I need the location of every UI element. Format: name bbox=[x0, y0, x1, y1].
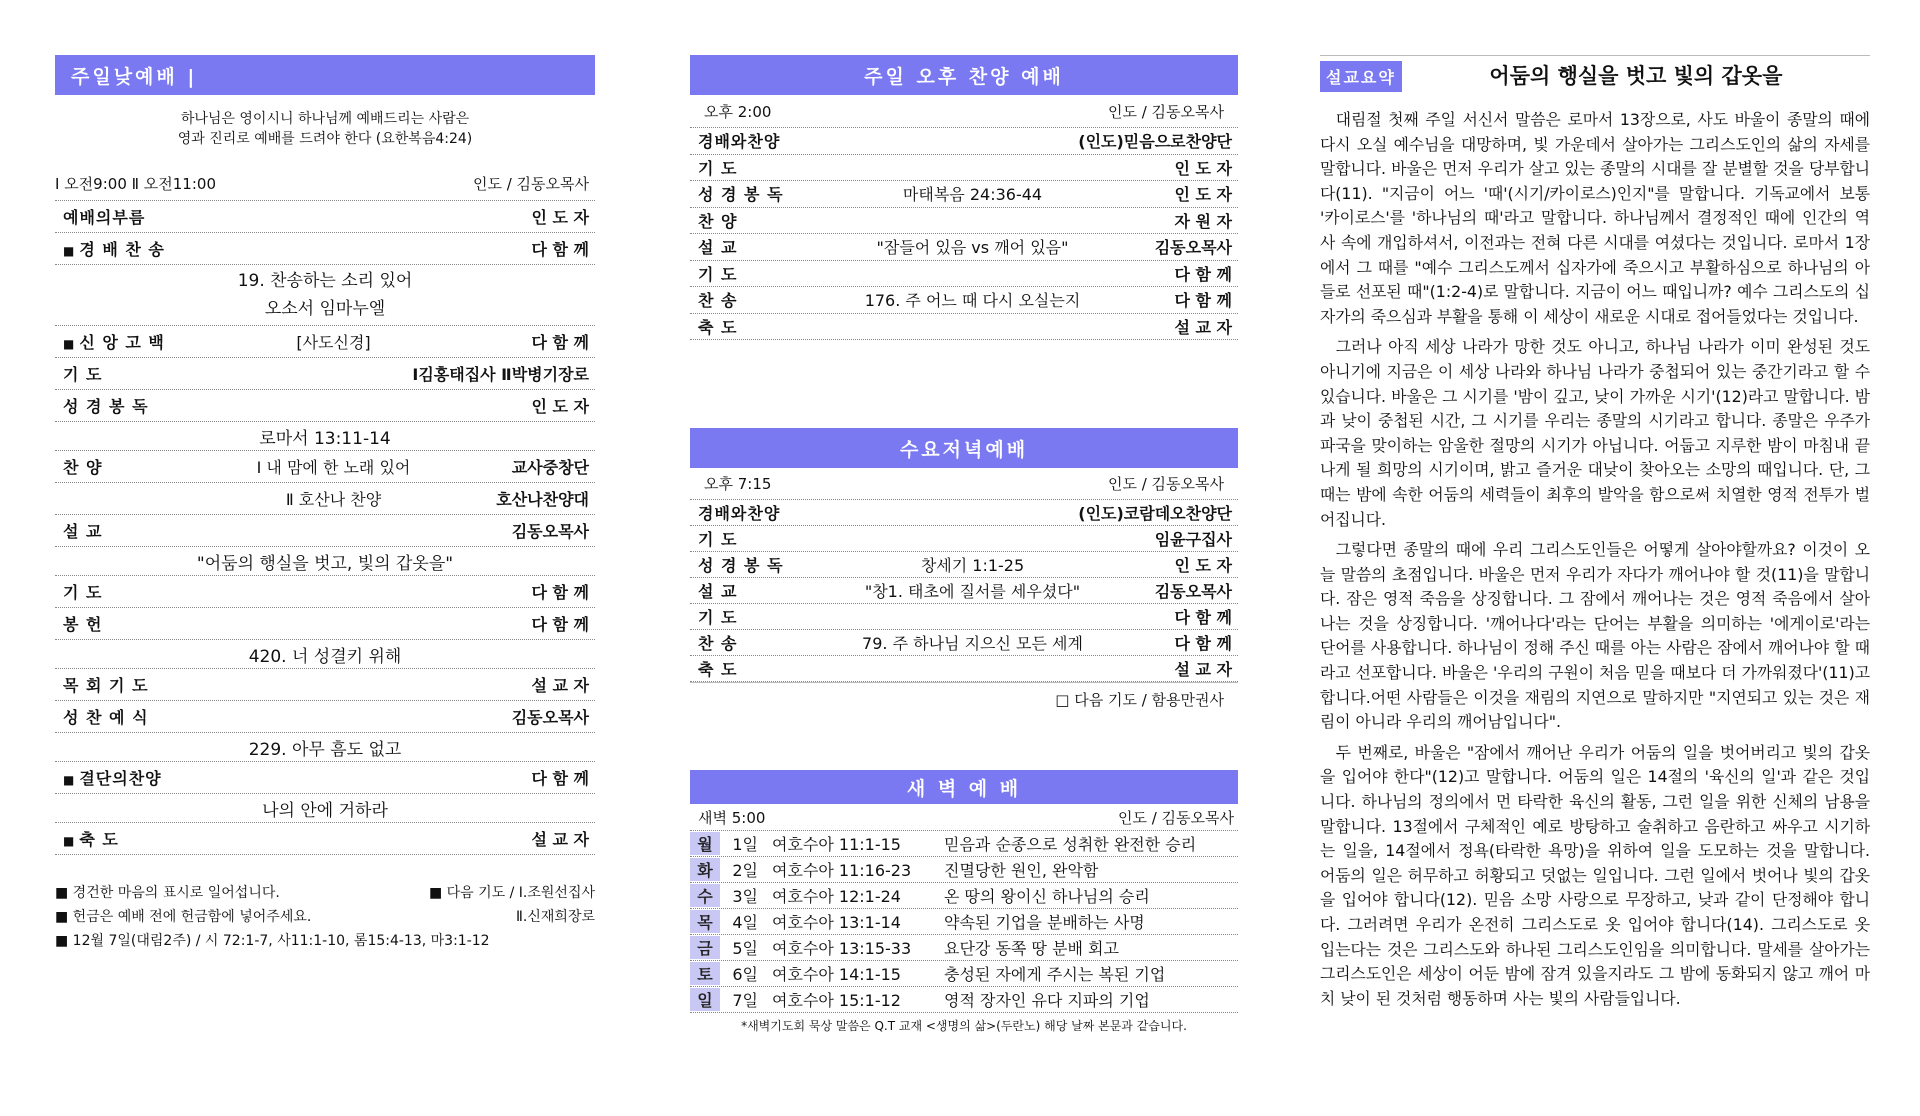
order-person: 다 함 께 bbox=[531, 615, 589, 634]
order-label bbox=[690, 209, 823, 232]
order-person: Ⅰ김홍태집사 Ⅱ박병기장로 bbox=[412, 365, 589, 384]
service-leader: 인도 / 김동오목사 bbox=[1117, 808, 1234, 827]
order-person: 인 도 자 bbox=[1174, 556, 1232, 575]
order-person: 설 교 자 bbox=[1174, 317, 1232, 337]
dawn-date: 7일 bbox=[732, 991, 758, 1010]
order-detail: "창1. 태초에 질서를 세우셨다" bbox=[864, 582, 1081, 601]
service-time-row bbox=[690, 95, 1238, 128]
order-person: 다 함 께 bbox=[531, 333, 589, 352]
order-person: 다 함 께 bbox=[1174, 264, 1232, 284]
dawn-passage: 여호수아 13:15-33 bbox=[772, 939, 912, 958]
order-label bbox=[55, 205, 188, 228]
order-label bbox=[690, 288, 823, 311]
order-label bbox=[55, 237, 188, 260]
order-person: 다 함 께 bbox=[1174, 608, 1232, 627]
order-detail: Ⅰ 내 맘에 한 노래 있어 bbox=[256, 458, 411, 477]
order-label bbox=[690, 156, 823, 179]
sermon-paragraph: 그렇다면 종말의 때에 우리 그리스도인들은 어떻게 살아야할까요? 이것이 오늘 말씀의 초점입니다. 바울은 먼저 우리가 자다가 깨어나야 할 것(11)을 말합니다. 잠은 영적 죽음을 상징합니다. 그 잠에서 깨어나는 것은 영적 죽음에서 살아나는 것을 상징합니다. '깨어나다'라는 단어는 부활을 의미하는 '에게이로'라는 단어를 사용합니다. 하나님이 정해 주신 때를 아는 사람은 잠에서 깨어나야 할 때라고 선포합니다. 바울은 '우리의 구원이 처음 믿을 때보다 더 가까워졌다'(11)고 합니다.어떤 사람들은 이것을 재림의 지연으로 말하지만 "지연되고 있는 것은 재림이 아니라 우리의 깨어남입니다". bbox=[1320, 540, 1870, 732]
dawn-row bbox=[690, 935, 1238, 961]
order-detail: 마태복음 24:36-44 bbox=[902, 185, 1043, 205]
order-label-text: 찬 송 bbox=[698, 634, 738, 653]
dawn-row bbox=[690, 857, 1238, 883]
order-label bbox=[55, 362, 188, 385]
service-time: 새벽 5:00 bbox=[698, 808, 766, 827]
order-detail: 창세기 1:1-25 bbox=[920, 556, 1025, 575]
dawn-date: 4일 bbox=[732, 913, 758, 932]
note: ■ 12월 7일(대림2주) / 시 72:1-7, 사11:1-10, 롬15:4-13, 마3:1-12 bbox=[55, 933, 490, 949]
order-row bbox=[690, 128, 1238, 155]
order-label-text: 축 도 bbox=[79, 830, 119, 849]
hymn-row bbox=[55, 794, 595, 823]
order-label bbox=[690, 501, 823, 524]
order-row bbox=[55, 483, 595, 515]
order-row bbox=[55, 233, 595, 265]
order-person: 김동오목사 bbox=[1154, 582, 1232, 601]
order-label bbox=[690, 182, 823, 205]
hymn-line: 로마서 13:11-14 bbox=[259, 428, 391, 449]
next-prayer: □ 다음 기도 / 함용만권사 bbox=[690, 682, 1238, 710]
hymn-line: 420. 너 성결키 위해 bbox=[248, 646, 402, 667]
order-row bbox=[690, 261, 1238, 288]
order-label-text: 목 회 기 도 bbox=[63, 676, 149, 695]
hymn-line: 19. 찬송하는 소리 있어 bbox=[237, 271, 413, 291]
order-person: 인 도 자 bbox=[1174, 185, 1232, 205]
service-time: 오후 7:15 bbox=[704, 475, 772, 493]
order-label-text: 설 교 bbox=[698, 238, 738, 258]
middle-column bbox=[690, 55, 1238, 1034]
sermon-paragraph: 그러나 아직 세상 나라가 망한 것도 아니고, 하나님 나라가 이미 완성된 것도 아니기에 지금은 이 세상 나라와 하나님 나라가 중첩되어 있는 중간기라고 할 수 있습니다. 바울은 그 시기를 '밤이 깊고, 낮이 가까운 시기'(12)라고 말합니다. 밤과 낮이 중첩된 시간, 그 시기를 우리는 종말의 시기라고 합니다. 종말은 우주가 파국을 맞이하는 암울한 절망의 시기가 아닙니다. 어둡고 지루한 밤이 마침내 끝나게 될 희망의 시기이며, 밝고 즐거운 대낮이 찾아오는 소망의 때입니다. 단, 그때는 밤에 속한 어둠의 세력들이 최후의 발악을 함으로써 치열한 영적 전투가 벌어집니다. bbox=[1320, 337, 1870, 529]
order-row bbox=[55, 201, 595, 233]
order-row bbox=[55, 823, 595, 855]
dawn-passage: 여호수아 11:16-23 bbox=[772, 861, 912, 880]
order-label bbox=[55, 330, 188, 353]
order-label-text: 기 도 bbox=[698, 158, 738, 178]
order-detail: [사도신경] bbox=[296, 333, 371, 352]
order-row bbox=[55, 762, 595, 794]
order-row bbox=[690, 208, 1238, 235]
order-label-text: 설 교 bbox=[63, 522, 103, 541]
sermon-summary bbox=[1320, 55, 1870, 1011]
order-label bbox=[55, 519, 188, 542]
order-row bbox=[690, 234, 1238, 261]
service-leader: 인도 / 김동오목사 bbox=[1107, 475, 1224, 493]
dawn-day: 토 bbox=[690, 962, 720, 985]
order-label bbox=[55, 766, 188, 789]
order-label-text: 신 앙 고 백 bbox=[79, 333, 165, 352]
hymn-line: "어둠의 행실을 벗고, 빛의 갑옷을" bbox=[196, 553, 454, 574]
order-person: 김동오목사 bbox=[511, 708, 589, 727]
hymn-row bbox=[55, 547, 595, 576]
section-title: 새 벽 예 배 bbox=[690, 770, 1238, 804]
dawn-theme: 영적 장자인 유다 지파의 기업 bbox=[944, 991, 1150, 1010]
dawn-theme: 진멸당한 원인, 완악함 bbox=[944, 861, 1099, 880]
order-person: 다 함 께 bbox=[531, 583, 589, 602]
note: Ⅱ.신재희장로 bbox=[516, 909, 595, 925]
order-label bbox=[690, 605, 823, 628]
dawn-theme: 요단강 동쪽 땅 분배 회고 bbox=[944, 939, 1119, 958]
hymn-line: 오소서 임마누엘 bbox=[264, 299, 386, 319]
dawn-day: 목 bbox=[690, 910, 720, 933]
order-label-text: 경배와찬양 bbox=[698, 504, 781, 523]
order-person: 설 교 자 bbox=[531, 676, 589, 695]
order-person: 호산나찬양대 bbox=[496, 490, 589, 509]
dawn-row bbox=[690, 883, 1238, 909]
order-label bbox=[690, 129, 823, 152]
dawn-day: 화 bbox=[690, 858, 720, 881]
bullet: ■ bbox=[63, 244, 76, 258]
order-person: 다 함 께 bbox=[531, 769, 589, 788]
dawn-row bbox=[690, 831, 1238, 857]
order-label bbox=[690, 631, 823, 654]
order-label-text: 결단의찬양 bbox=[79, 769, 162, 788]
order-label-text: 찬 양 bbox=[63, 458, 103, 477]
service-leader: 인도 / 김동오목사 bbox=[472, 175, 589, 193]
order-row bbox=[690, 630, 1238, 656]
sermon-title: 어둠의 행실을 벗고 빛의 갑옷을 bbox=[1489, 64, 1783, 88]
dawn-footnote: *새벽기도회 묵상 말씀은 Q.T 교재 <생명의 삶>(두란노) 해당 날짜 본문과 같습니다. bbox=[741, 1019, 1187, 1033]
hymn-row bbox=[55, 733, 595, 762]
order-row bbox=[55, 701, 595, 733]
note: ■ 경건한 마음의 표시로 일어섭니다. bbox=[55, 885, 280, 901]
order-row bbox=[55, 608, 595, 640]
order-person: 인 도 자 bbox=[531, 397, 589, 416]
dawn-day: 일 bbox=[690, 988, 720, 1011]
dawn-date: 1일 bbox=[732, 835, 758, 854]
intro-verse: 하나님은 영이시니 하나님께 예배드리는 사람은 영과 진리로 예배를 드려야 한다 (요한복음4:24) bbox=[177, 111, 473, 147]
service-time: 오후 2:00 bbox=[704, 102, 772, 121]
dawn-passage: 여호수아 15:1-12 bbox=[772, 991, 901, 1010]
order-row bbox=[690, 526, 1238, 552]
order-person: 교사중창단 bbox=[511, 458, 589, 477]
dawn-theme: 충성된 자에게 주시는 복된 기업 bbox=[944, 965, 1166, 984]
order-row bbox=[55, 326, 595, 358]
order-label bbox=[55, 705, 188, 728]
order-row bbox=[690, 578, 1238, 604]
order-person: 다 함 께 bbox=[531, 240, 589, 259]
dawn-day: 수 bbox=[690, 884, 720, 907]
order-label-text: 경 배 찬 송 bbox=[79, 240, 165, 259]
service-time: Ⅰ 오전9:00 Ⅱ 오전11:00 bbox=[55, 175, 216, 193]
sermon-body bbox=[1320, 108, 1870, 1011]
order-label-text: 성 경 봉 독 bbox=[698, 556, 784, 575]
sermon-paragraph: 대림절 첫째 주일 서신서 말씀은 로마서 13장으로, 사도 바울이 종말의 때에 다시 오실 예수님을 대망하며, 빛 가운데서 살아가는 그리스도인의 삶의 자세를 말합니다. 바울은 먼저 우리가 살고 있는 종말의 시대를 잘 분별할 것을 당부합니다(11). "지금이 어느 '때'(시기/카이로스)인지"를 말합니다. 기독교에서 보통 '카이로스'를 '하나님의 때'라고 말합니다. 하나님께서 결정적인 때에 인간의 역사 속에 개입하셔서, 이전과는 전혀 다른 시대를 여셨다는 것입니다. 로마서 1장에서 그 때를 "예수 그리스도께서 십자가에 죽으시고 부활하심으로 하나님의 아들로 선포된 때"(1:2-4)로 말합니다. 지금이 어느 때입니까? 예수 그리스도의 십자가의 죽으심과 부활을 통해 이 세상이 새로운 시대로 접어들었다는 것입니다. bbox=[1320, 110, 1870, 326]
dawn-schedule bbox=[690, 831, 1238, 1013]
sermon-header bbox=[1320, 55, 1870, 92]
order-person: (인도)믿음으로찬양단 bbox=[1078, 132, 1232, 152]
order-person: 설 교 자 bbox=[531, 830, 589, 849]
order-label-text: 예배의부름 bbox=[63, 208, 146, 227]
dawn-theme: 믿음과 순종으로 성취한 완전한 승리 bbox=[944, 835, 1197, 854]
order-person: (인도)코람데오찬양단 bbox=[1078, 504, 1232, 523]
order-person: 다 함 께 bbox=[1174, 634, 1232, 653]
dawn-passage: 여호수아 13:1-14 bbox=[772, 913, 901, 932]
dawn-passage: 여호수아 12:1-24 bbox=[772, 887, 901, 906]
order-person: 설 교 자 bbox=[1174, 660, 1232, 679]
dawn-row bbox=[690, 909, 1238, 935]
order-label bbox=[690, 553, 823, 576]
dawn-row bbox=[690, 961, 1238, 987]
order-label-text: 기 도 bbox=[63, 365, 103, 384]
order-person: 자 원 자 bbox=[1174, 211, 1232, 231]
section-title: 주일 오후 찬양 예배 bbox=[690, 55, 1238, 95]
order-row bbox=[55, 576, 595, 608]
order-row bbox=[55, 515, 595, 547]
order-detail: Ⅱ 호산나 찬양 bbox=[285, 490, 382, 509]
order-label-text: 기 도 bbox=[698, 608, 738, 627]
notes bbox=[55, 881, 595, 953]
hymn-row bbox=[55, 265, 595, 326]
order-label bbox=[55, 580, 188, 603]
afternoon-order bbox=[690, 128, 1238, 340]
service-leader: 인도 / 김동오목사 bbox=[1107, 102, 1224, 121]
section-title: 주일낮예배 | bbox=[55, 55, 595, 95]
order-label bbox=[55, 455, 188, 478]
order-label-text: 설 교 bbox=[698, 582, 738, 601]
order-person: 인 도 자 bbox=[1174, 158, 1232, 178]
hymn-row bbox=[55, 640, 595, 669]
bullet: ■ bbox=[63, 834, 76, 848]
order-row bbox=[690, 500, 1238, 526]
order-person: 김동오목사 bbox=[1154, 238, 1232, 258]
order-person: 김동오목사 bbox=[511, 522, 589, 541]
order-detail: 176. 주 어느 때 다시 오실는지 bbox=[864, 291, 1081, 311]
order-label-text: 찬 송 bbox=[698, 291, 738, 311]
hymn-line: 229. 아무 흠도 없고 bbox=[248, 739, 402, 760]
order-label-text: 성 경 봉 독 bbox=[63, 397, 149, 416]
order-label bbox=[55, 673, 188, 696]
order-row bbox=[55, 451, 595, 483]
dawn-date: 3일 bbox=[732, 887, 758, 906]
order-label-text: 축 도 bbox=[698, 317, 738, 337]
order-label-text: 봉 헌 bbox=[63, 615, 103, 634]
order-row bbox=[690, 604, 1238, 630]
note: ■ 다음 기도 / Ⅰ.조원선집사 bbox=[428, 885, 595, 901]
order-label bbox=[55, 612, 188, 635]
order-label-text: 기 도 bbox=[698, 530, 738, 549]
order-label-text: 성 경 봉 독 bbox=[698, 185, 784, 205]
order-row bbox=[55, 358, 595, 390]
order-label-text: 기 도 bbox=[698, 264, 738, 284]
dawn-row bbox=[690, 987, 1238, 1013]
order-label-text: 찬 양 bbox=[698, 211, 738, 231]
order-label bbox=[55, 827, 188, 850]
dawn-passage: 여호수아 11:1-15 bbox=[772, 835, 901, 854]
order-person: 다 함 께 bbox=[1174, 291, 1232, 311]
order-row bbox=[690, 155, 1238, 182]
bullet: ■ bbox=[63, 337, 76, 351]
order-of-worship bbox=[55, 201, 595, 855]
section-title: 수요저녁예배 bbox=[690, 428, 1238, 468]
service-time-row bbox=[690, 468, 1238, 500]
wednesday-order bbox=[690, 500, 1238, 682]
dawn-date: 5일 bbox=[732, 939, 758, 958]
order-label bbox=[690, 579, 823, 602]
order-label bbox=[55, 394, 188, 417]
dawn-theme: 약속된 기업을 분배하는 사명 bbox=[944, 913, 1145, 932]
order-person: 인 도 자 bbox=[531, 208, 589, 227]
order-row bbox=[690, 181, 1238, 208]
order-label bbox=[690, 262, 823, 285]
hymn-line: 나의 안에 거하라 bbox=[262, 800, 388, 821]
order-row bbox=[55, 669, 595, 701]
order-label bbox=[690, 235, 823, 258]
bullet: ■ bbox=[63, 773, 76, 787]
dawn-day: 금 bbox=[690, 936, 720, 959]
dawn-theme: 온 땅의 왕이신 하나님의 승리 bbox=[944, 887, 1150, 906]
order-row bbox=[690, 287, 1238, 314]
order-detail: 79. 주 하나님 지으신 모든 세계 bbox=[862, 634, 1083, 653]
dawn-passage: 여호수아 14:1-15 bbox=[772, 965, 901, 984]
order-person: 임윤구집사 bbox=[1154, 530, 1232, 549]
service-time-row bbox=[690, 804, 1238, 831]
order-label bbox=[690, 657, 823, 680]
dawn-day: 월 bbox=[690, 832, 720, 855]
order-label-text: 성 찬 예 식 bbox=[63, 708, 149, 727]
order-label-text: 경배와찬양 bbox=[698, 132, 781, 152]
order-row bbox=[690, 314, 1238, 341]
note: ■ 헌금은 예배 전에 헌금함에 넣어주세요. bbox=[55, 909, 312, 925]
order-row bbox=[55, 390, 595, 422]
order-row bbox=[690, 656, 1238, 682]
dawn-date: 6일 bbox=[732, 965, 758, 984]
sermon-badge: 설교요약 bbox=[1320, 61, 1402, 92]
sermon-paragraph: 두 번째로, 바울은 "잠에서 깨어난 우리가 어둠의 일을 벗어버리고 빛의 갑옷을 입어야 한다"(12)고 말합니다. 어둠의 일은 14절의 '육신의 일'과 같은 것입니다. 하나님의 정의에서 먼 타락한 육신의 활동, 그런 일을 위한 신체의 남용을 말합니다. 13절에서 구체적인 예로 방탕하고 술취하고 음란하고 싸우고 시기하는 일을, 14절에서 정욕(타락한 욕망)을 위하여 일을 도모하는 것을 말합니다. 어둠의 일은 허무하고 허황되고 덧없는 일입니다. 그런 일에서 벗어나 빛의 갑옷을 입어야 합니다(12). 믿음 소망 사랑으로 무장하고, 낮과 같이 단정해야 합니다. 그러려면 우리가 온전히 그리스도로 옷 입어야 합니다(14). 그리스도로 옷 입는다는 것은 그리스도와 하나된 그리스도인임을 의미합니다. 말세를 살아가는 그리스도인은 세상이 어둔 밤에 잠겨 있을지라도 그 밤에 동화되지 않고 깨어 마치 낮이 된 것처럼 행동하며 사는 빛의 사람들입니다. bbox=[1320, 742, 1870, 1008]
order-label bbox=[690, 527, 823, 550]
order-detail: "잠들어 있음 vs 깨어 있음" bbox=[876, 238, 1069, 258]
order-label-text: 기 도 bbox=[63, 583, 103, 602]
order-label-text: 축 도 bbox=[698, 660, 738, 679]
dawn-date: 2일 bbox=[732, 861, 758, 880]
order-label bbox=[690, 315, 823, 338]
order-row bbox=[690, 552, 1238, 578]
sunday-morning-service bbox=[55, 55, 595, 953]
service-time-row bbox=[55, 167, 595, 201]
hymn-row bbox=[55, 422, 595, 451]
